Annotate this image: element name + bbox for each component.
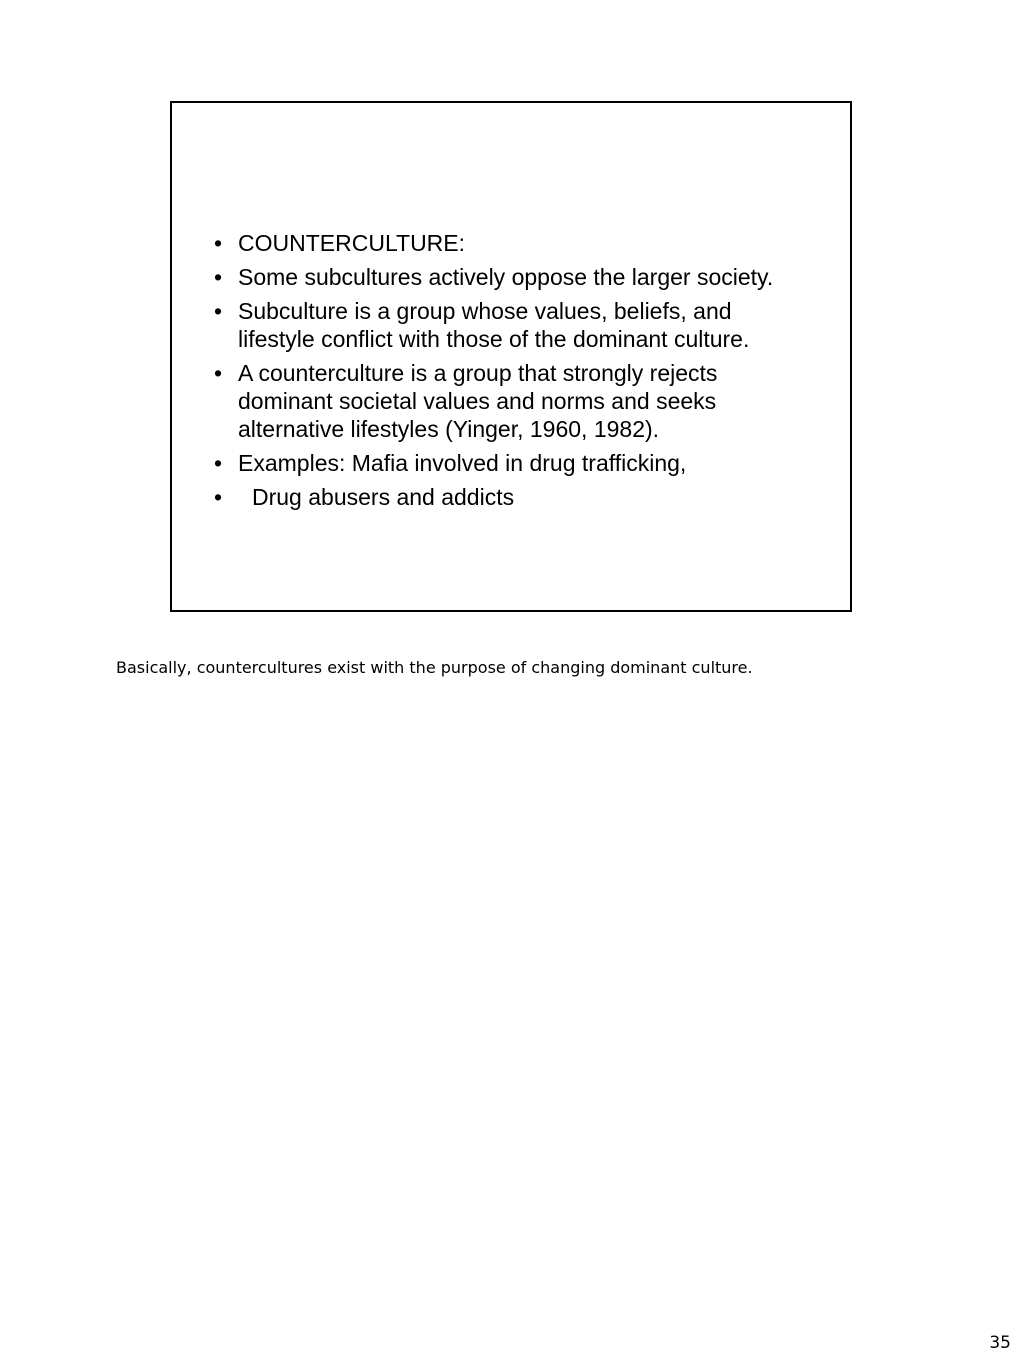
bullet-item (212, 263, 812, 291)
bullet-item-heading (212, 229, 812, 257)
bullet-text: Some subcultures actively oppose the larger society. (238, 264, 774, 290)
slide-bullet-list (212, 229, 812, 517)
slide-thumbnail (170, 101, 852, 612)
bullet-text: COUNTERCULTURE: (238, 230, 466, 256)
page-number: 35 (989, 1333, 1011, 1353)
bullet-item (212, 449, 812, 477)
bullet-text: Examples: Mafia involved in drug trafficking, (238, 450, 687, 476)
bullet-marker: • (214, 298, 223, 324)
bullet-marker: • (214, 484, 223, 510)
bullet-marker: • (214, 360, 223, 386)
bullet-item (212, 297, 812, 353)
bullet-text: Drug abusers and addicts (252, 484, 515, 510)
bullet-marker: • (214, 230, 223, 256)
bullet-marker: • (214, 450, 223, 476)
bullet-text: A counterculture is a group that strongly rejects dominant societal values and norms and seeks alternative lifestyles (Yinger, 1960, 1982). (238, 360, 718, 442)
bullet-text: Subculture is a group whose values, beliefs, and lifestyle conflict with those of the dominant culture. (238, 298, 750, 352)
speaker-notes: Basically, countercultures exist with the purpose of changing dominant culture. (116, 658, 753, 677)
bullet-item (212, 359, 812, 443)
bullet-marker: • (214, 264, 223, 290)
bullet-item (212, 483, 812, 511)
